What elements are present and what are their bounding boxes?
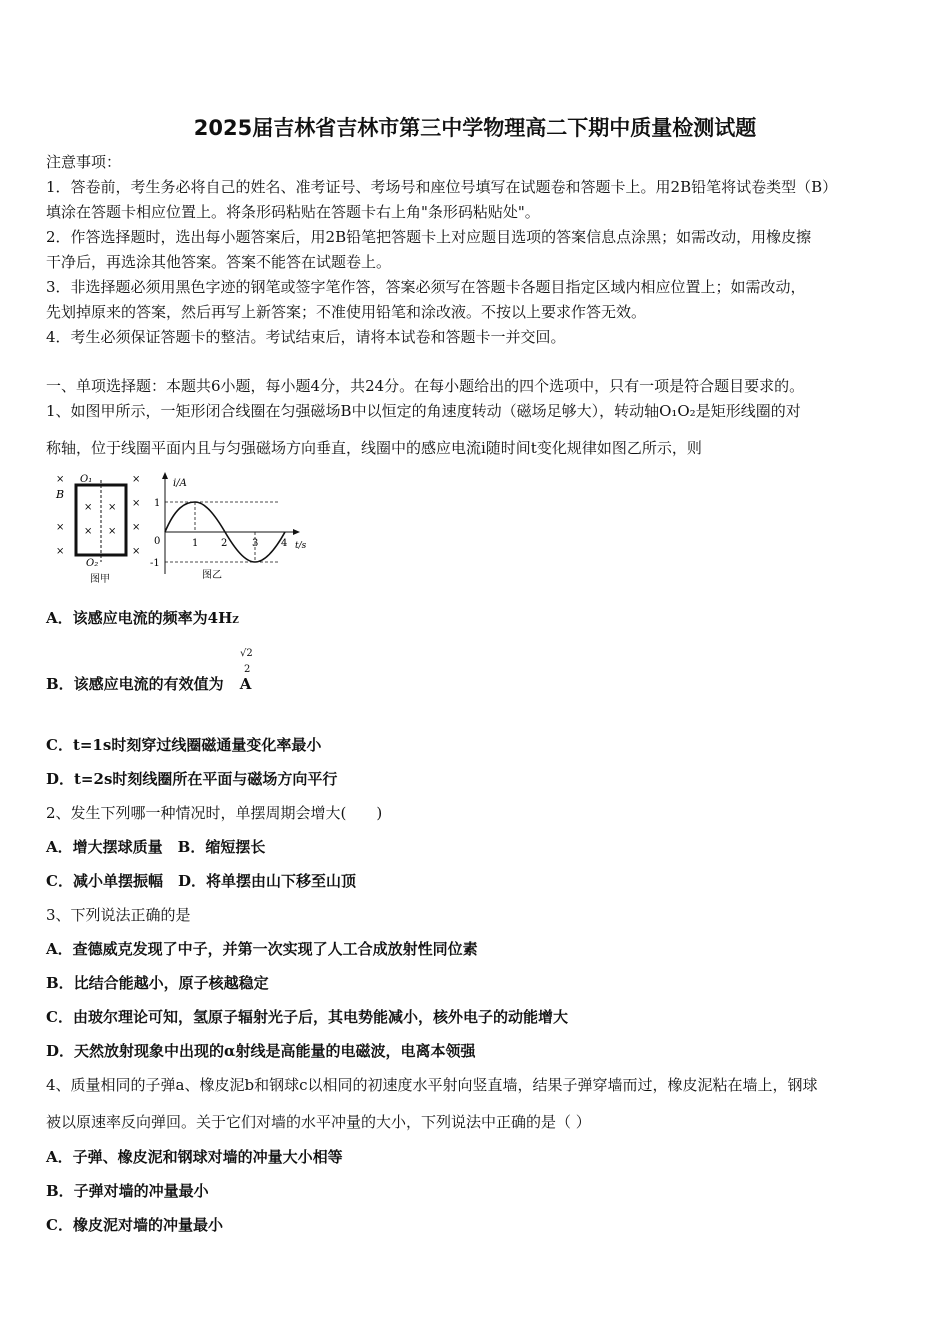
cross-mark: × <box>132 474 141 485</box>
cross-mark: × <box>56 474 65 485</box>
o2-label: O₂ <box>86 558 99 569</box>
q1-figure <box>50 470 320 590</box>
q4-stem: 被以原速率反向弹回。关于它们对墙的水平冲量的大小，下列说法中正确的是（ ） <box>46 1113 591 1131</box>
q3-stem: 3、下列说法正确的是 <box>46 906 191 924</box>
cross-mark: × <box>108 502 117 513</box>
cross-mark: × <box>84 526 93 537</box>
notice-line: 1．答卷前，考生务必将自己的姓名、准考证号、考场号和座位号填写在试题卷和答题卡上。用2B铅笔将试卷类型（B） <box>46 178 838 196</box>
q4-stem: 4、质量相同的子弹a、橡皮泥b和钢球c以相同的初速度水平射向竖直墙，结果子弹穿墙而过，橡皮泥粘在墙上，钢球 <box>46 1076 818 1094</box>
cross-mark: × <box>132 546 141 557</box>
q3-option-b[interactable]: B．比结合能越小，原子核越稳定 <box>46 974 269 992</box>
x-tick: 1 <box>192 538 199 549</box>
notice-heading: 注意事项： <box>46 153 122 171</box>
figure-caption-yi: 图乙 <box>202 570 222 581</box>
q2-options-ab[interactable]: A．增大摆球质量 B．缩短摆长 <box>46 838 266 856</box>
q3-option-c[interactable]: C．由玻尔理论可知，氢原子辐射光子后，其电势能减小，核外电子的动能增大 <box>46 1008 568 1026</box>
cross-mark: × <box>56 546 65 557</box>
q2-options-cd[interactable]: C．减小单摆振幅 D．将单摆由山下移至山顶 <box>46 872 356 890</box>
y-axis-label: i/A <box>173 478 187 489</box>
notice-line: 2．作答选择题时，选出每小题答案后，用2B铅笔把答题卡上对应题目选项的答案信息点涂黑；如需改动，用橡皮擦 <box>46 228 812 246</box>
notice-line: 先划掉原来的答案，然后再写上新答案；不准使用铅笔和涂改液。不按以上要求作答无效。 <box>46 303 647 321</box>
fraction-denominator: 2 <box>244 664 251 675</box>
q4-option-c[interactable]: C．橡皮泥对墙的冲量最小 <box>46 1216 223 1234</box>
section-heading: 一、单项选择题：本题共6小题，每小题4分，共24分。在每小题给出的四个选项中，只有一项是符合题目要求的。 <box>46 377 805 395</box>
q3-option-a[interactable]: A．查德威克发现了中子，并第一次实现了人工合成放射性同位素 <box>46 940 478 958</box>
b-label: B <box>56 488 65 501</box>
cross-mark: × <box>56 522 65 533</box>
q1-option-c[interactable] <box>46 735 321 755</box>
page-title: 2025届吉林省吉林市第三中学物理高二下期中质量检测试题 <box>193 116 757 140</box>
figure-yi <box>150 472 307 581</box>
figure-jia <box>55 474 140 585</box>
x-tick: 2 <box>221 538 228 549</box>
notice-line: 3．非选择题必须用黑色字迹的钢笔或签字笔作答，答案必须写在答题卡各题目指定区域内相应位置上；如需改动， <box>46 278 806 296</box>
x-tick: 4 <box>281 538 288 549</box>
x-axis-label: t/s <box>295 541 307 551</box>
y-tick: -1 <box>150 558 160 569</box>
x-tick: 3 <box>252 538 259 549</box>
cross-mark: × <box>132 522 141 533</box>
q4-option-b[interactable]: B．子弹对墙的冲量最小 <box>46 1182 209 1200</box>
q3-option-d[interactable]: D．天然放射现象中出现的α射线是高能量的电磁波，电离本领强 <box>46 1042 476 1060</box>
q2-stem: 2、发生下列哪一种情况时，单摆周期会增大( ) <box>46 804 383 822</box>
q1-stem: 称轴，位于线圈平面内且与匀强磁场方向垂直，线圈中的感应电流i随时间t变化规律如图乙所示，则 <box>46 439 702 457</box>
option-text: D．t=2s时刻线圈所在平面与磁场方向平行 <box>46 770 338 788</box>
q4-option-a[interactable]: A．子弹、橡皮泥和钢球对墙的冲量大小相等 <box>46 1148 343 1166</box>
notice-line: 干净后，再选涂其他答案。答案不能答在试题卷上。 <box>46 253 392 271</box>
o1-label: O₁ <box>80 474 93 485</box>
option-unit: A <box>239 675 252 693</box>
sqrt2-numerator: √2 <box>240 648 253 659</box>
y-tick: 1 <box>154 498 161 509</box>
cross-mark: × <box>108 526 117 537</box>
figure-caption-jia: 图甲 <box>90 574 110 585</box>
q1-option-a[interactable] <box>46 608 239 631</box>
option-text: A．该感应电流的频率为4H <box>46 609 233 627</box>
notice-line: 4．考生必须保证答题卡的整洁。考试结束后，请将本试卷和答题卡一并交回。 <box>46 328 566 346</box>
notice-line: 填涂在答题卡相应位置上。将条形码粘贴在答题卡右上角"条形码粘贴处"。 <box>46 203 540 221</box>
q1-option-d[interactable] <box>46 769 337 789</box>
cross-mark: × <box>84 502 93 513</box>
option-text: B．该感应电流的有效值为 <box>46 675 224 693</box>
option-subscript: Z <box>232 616 239 626</box>
y-tick: 0 <box>154 536 161 547</box>
cross-mark: × <box>132 498 141 509</box>
option-text: C．t=1s时刻穿过线圈磁通量变化率最小 <box>46 736 322 754</box>
y-axis-arrow <box>162 472 168 479</box>
x-axis-arrow <box>293 529 300 535</box>
q1-stem: 1、如图甲所示，一矩形闭合线圈在匀强磁场B中以恒定的角速度转动（磁场足够大），转动轴O₁O₂是矩形线圈的对 <box>46 402 801 420</box>
q1-option-b[interactable] <box>46 674 251 694</box>
